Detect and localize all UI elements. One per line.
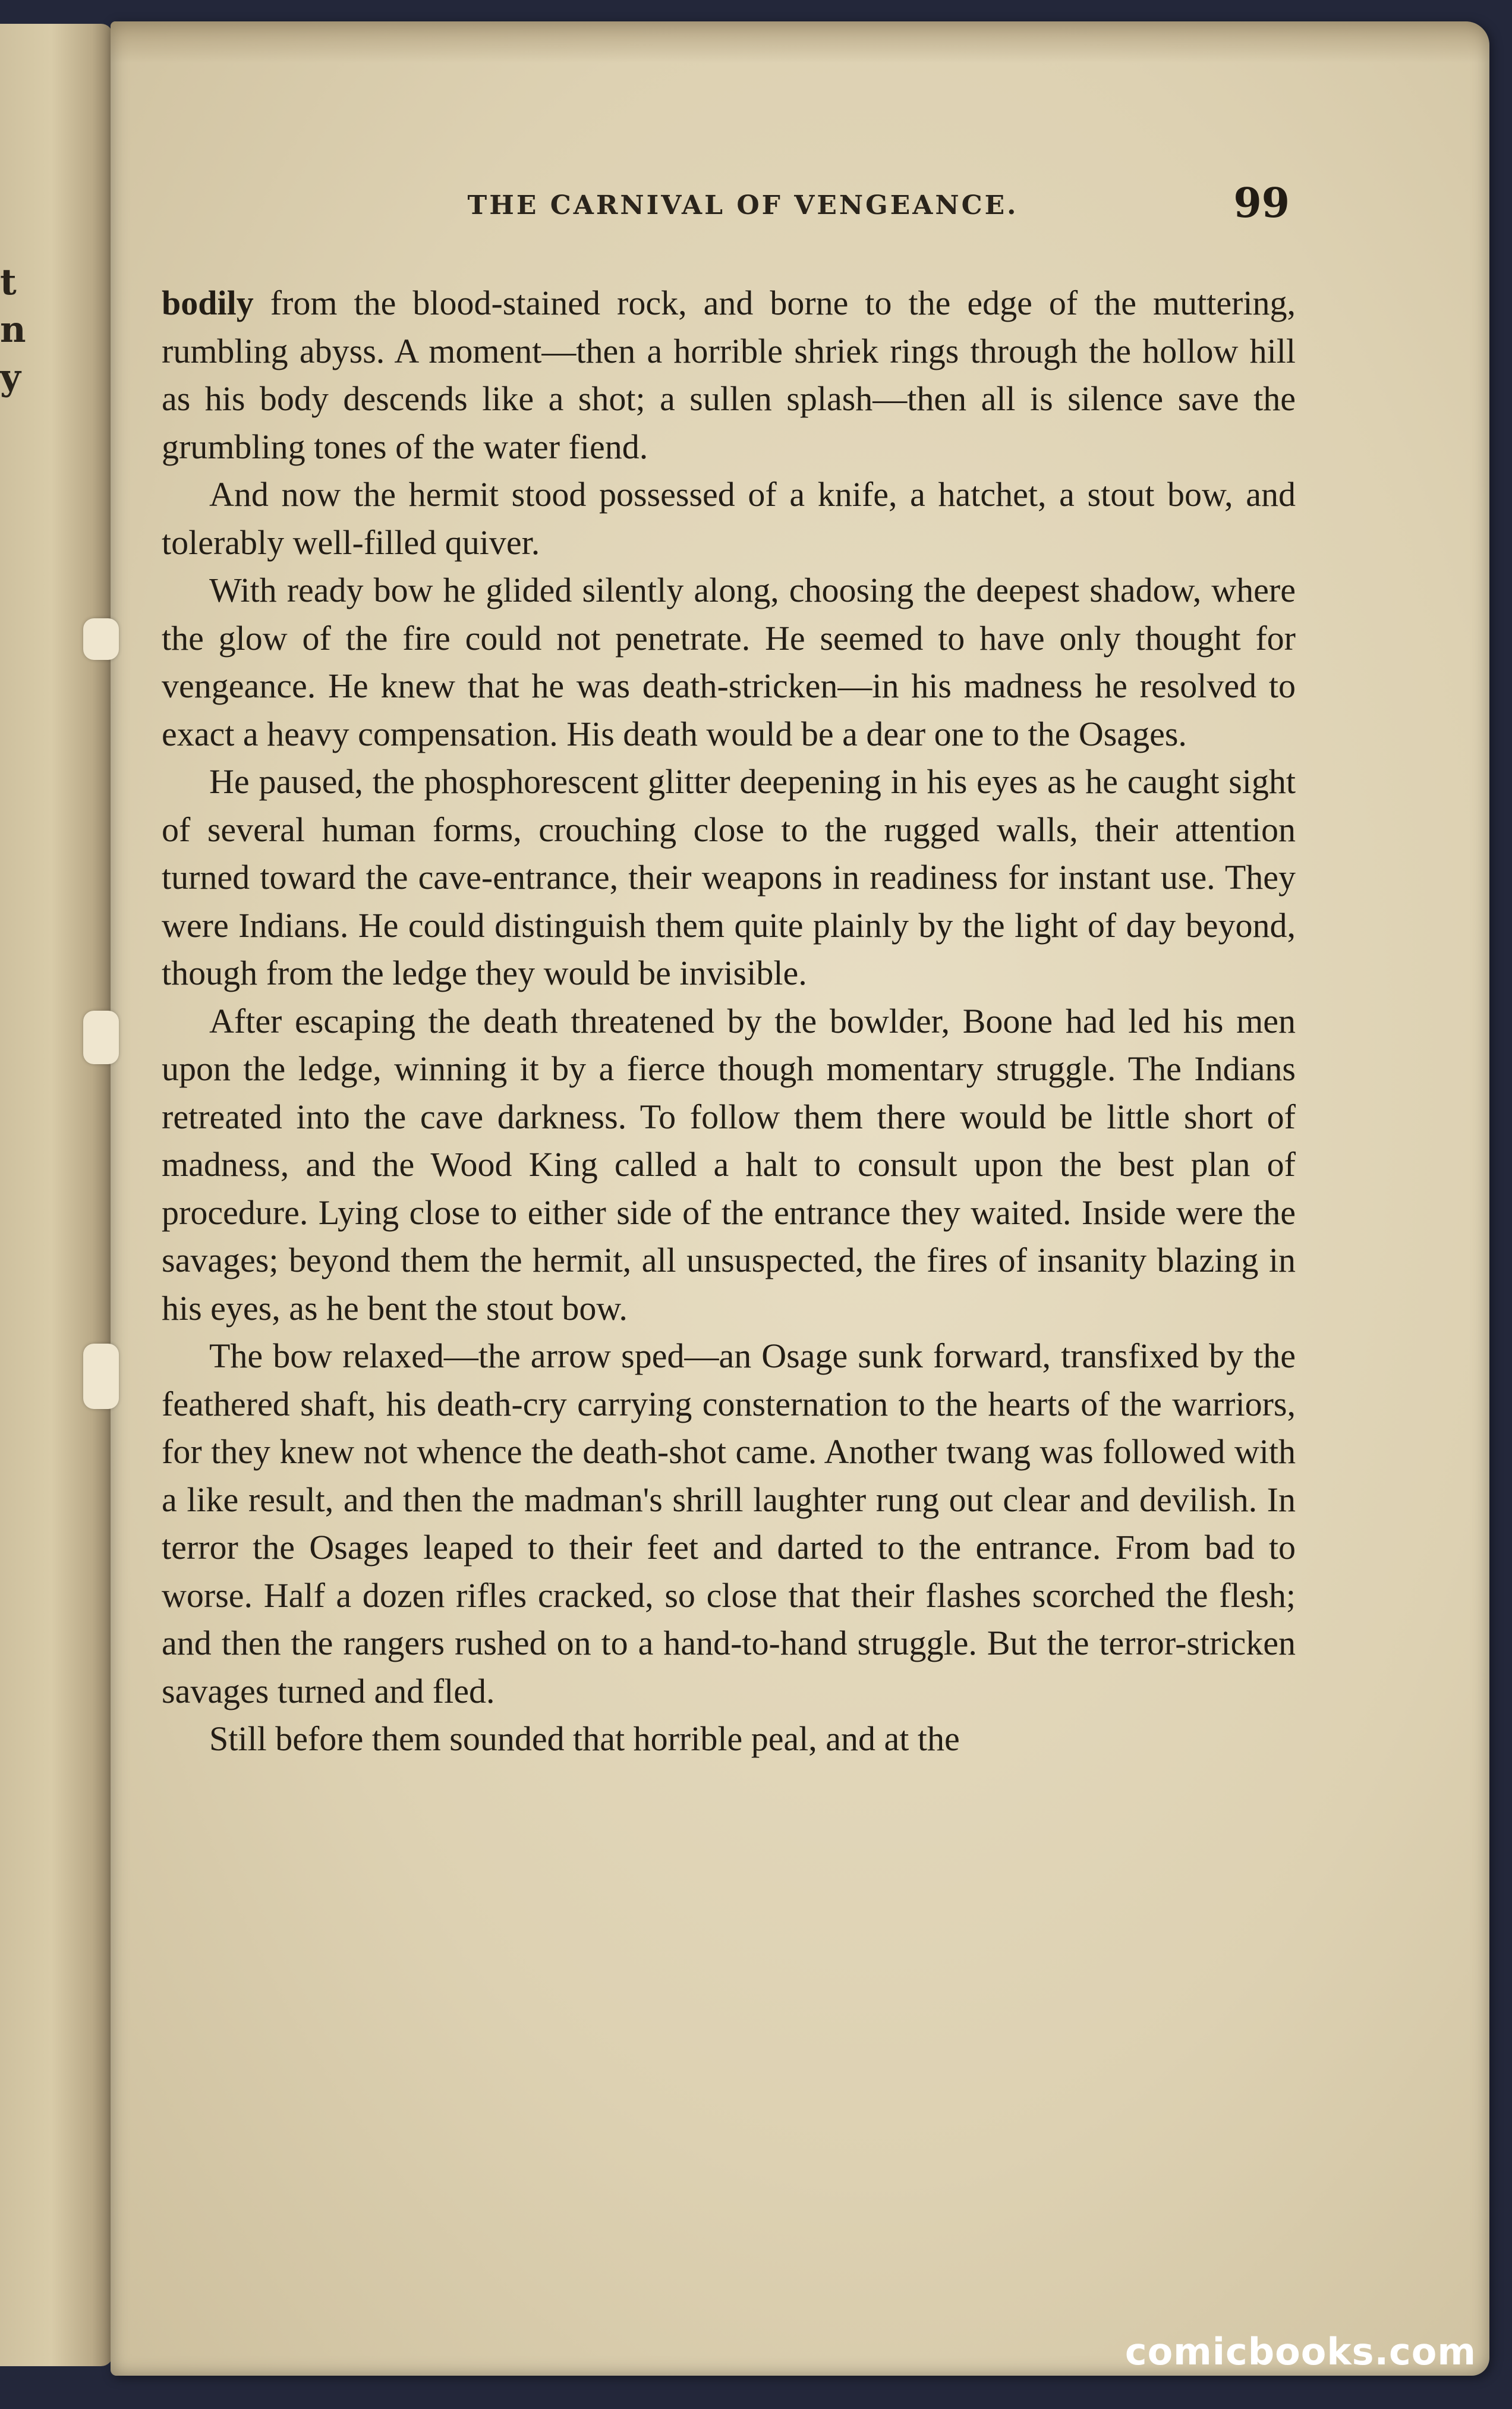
paragraph-text: from the blood-stained rock, and borne to the edge of the muttering, rumbling abyss. A moment—then a horrible shriek rings through the hollow hill as his body descends like a shot; a sullen splash—then all is silence save the grumbling tones of the water fiend. [162, 284, 1296, 466]
body-text [162, 279, 1296, 1763]
paragraph [162, 1715, 1296, 1763]
paragraph-text: He paused, the phosphorescent glitter deepening in his eyes as he caught sight of several human forms, crouching close to the rugged walls, their attention turned toward the cave-entrance, their weapons in readiness for instant use. They were Indians. He could distinguish them quite plainly by the light of day beyond, though from the ledge they would be invisible. [162, 762, 1296, 992]
paragraph [162, 998, 1296, 1333]
paragraph-text: The bow relaxed—the arrow sped—an Osage sunk forward, transfixed by the feathered shaft, his death-cry carrying consternation to the hearts of the warriors, for they knew not whence the death-shot came. Another twang was followed with a like result, and then the madman's shrill laughter rung out clear and devilish. In terror the Osages leaped to their feet and darted to the entrance. From bad to worse. Half a dozen rifles cracked, so close that their flashes scorched the flesh; and then the rangers rushed on to a hand-to-hand struggle. But the terror-stricken savages turned and fled. [162, 1336, 1296, 1710]
running-title: THE CARNIVAL OF VENGEANCE. [467, 190, 1019, 221]
paragraph-text: Still before them sounded that horrible peal, and at the [209, 1719, 960, 1758]
paragraph [162, 471, 1296, 567]
paragraph-text: And now the hermit stood possessed of a knife, a hatchet, a stout bow, and tolerably well-filled quiver. [162, 475, 1296, 562]
left-page-edge [0, 24, 113, 2366]
paragraph [162, 758, 1296, 998]
paragraph-text: After escaping the death threatened by the bowlder, Boone had led his men upon the ledge, winning it by a fierce though momentary struggle. The Indians retreated into the cave darkness. To follow them there would be little short of madness, and the Wood King called a halt to consult upon the best plan of procedure. Lying close to either side of the entrance they waited. Inside were the savages; beyond them the hermit, all unsuspected, the fires of insanity blazing in his eyes, as he bent the stout bow. [162, 1001, 1296, 1328]
paragraph [162, 279, 1296, 471]
watermark: comicbooks.com [1124, 2330, 1476, 2373]
paragraph-first-word: bodily [162, 284, 254, 322]
margin-glyph: t [0, 262, 17, 303]
paragraph-text: With ready bow he glided silently along, choosing the deepest shadow, where the glow of the fire could not penetrate. He seemed to have only thought for vengeance. He knew that he was death-stricken—in his madness he resolved to exact a heavy compensation. His death would be a dear one to the Osages. [162, 571, 1296, 753]
spine-binding-tear [83, 1011, 119, 1064]
paragraph [162, 1332, 1296, 1715]
spine-binding-tear [83, 618, 119, 660]
page-top-shadow [111, 21, 1489, 63]
running-head [327, 172, 1290, 232]
spine-binding-tear [83, 1344, 119, 1409]
margin-glyph: y [0, 357, 21, 398]
page-number: 99 [1233, 180, 1290, 227]
margin-glyph: n [0, 309, 26, 351]
paragraph [162, 567, 1296, 758]
